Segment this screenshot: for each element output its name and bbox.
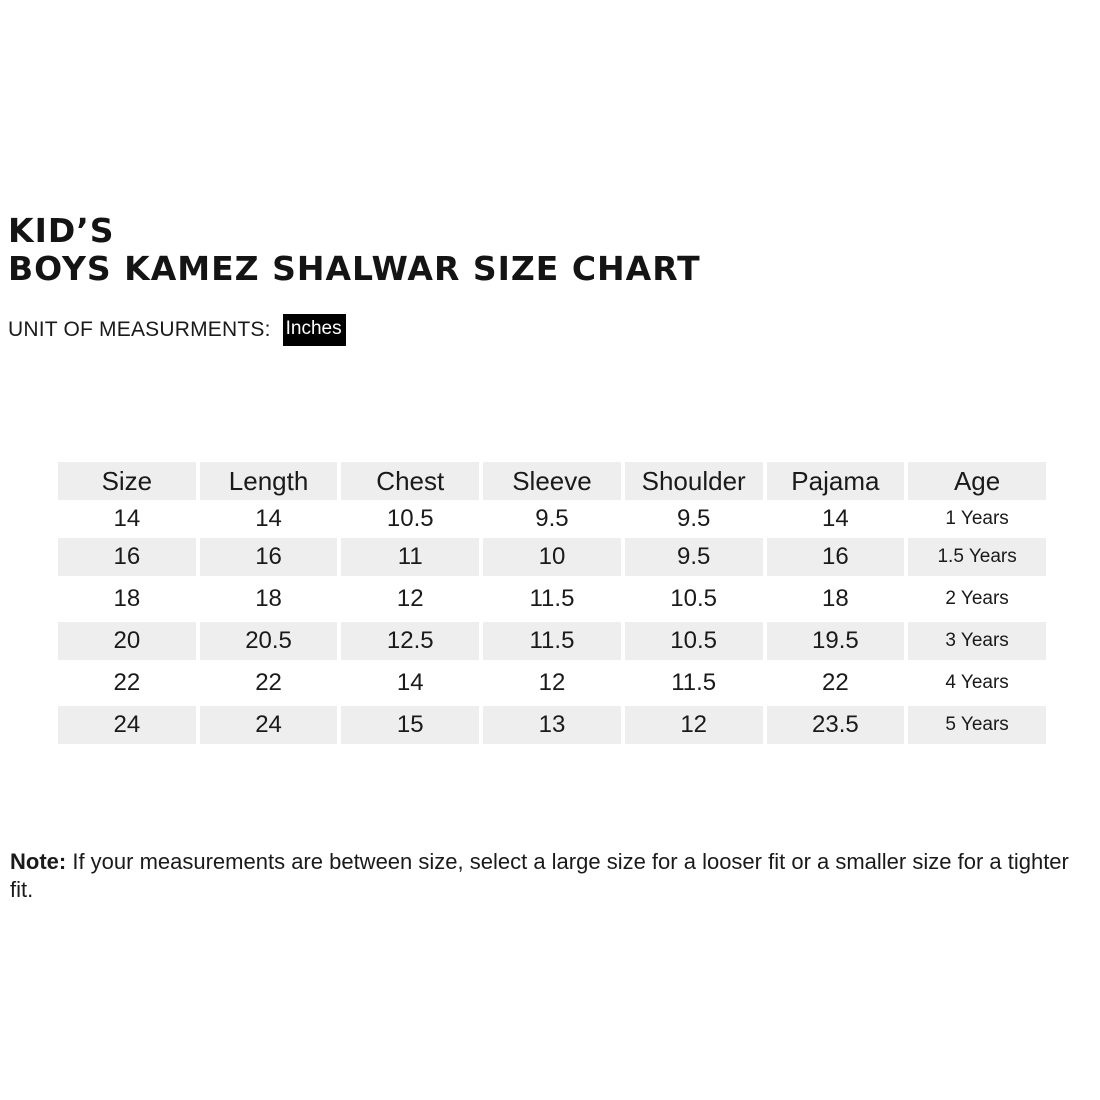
cell-pajama: 22 — [822, 669, 849, 696]
table-header-row — [58, 462, 1046, 500]
header-pajama: Pajama — [767, 462, 905, 500]
cell-length: 18 — [255, 585, 282, 612]
cell-age: 4 Years — [945, 672, 1009, 693]
cell-chest: 14 — [396, 669, 424, 696]
cell-size: 18 — [113, 585, 141, 612]
cell-size: 14 — [113, 505, 141, 532]
cell-shoulder: 9.5 — [676, 505, 711, 532]
header-sleeve: Sleeve — [483, 462, 621, 500]
table-row — [58, 500, 1046, 538]
cell-length: 16 — [200, 538, 338, 576]
table-row — [58, 576, 1046, 622]
cell-chest: 12 — [396, 585, 424, 612]
cell-sleeve: 10 — [483, 538, 621, 576]
cell-sleeve: 11.5 — [483, 622, 621, 660]
table-row — [58, 706, 1046, 744]
size-chart-table — [54, 462, 1050, 744]
cell-age: 1 Years — [945, 508, 1009, 529]
cell-age: 3 Years — [908, 622, 1046, 660]
cell-pajama: 18 — [822, 585, 849, 612]
cell-pajama: 16 — [767, 538, 905, 576]
note-label: Note: — [10, 849, 67, 874]
fit-note — [10, 848, 1095, 904]
cell-size: 20 — [58, 622, 196, 660]
cell-chest: 12.5 — [341, 622, 479, 660]
cell-pajama: 23.5 — [767, 706, 905, 744]
note-text: If your measurements are between size, select a large size for a looser fit or a smaller size for a tighter fit. — [10, 849, 1069, 902]
header-length: Length — [200, 462, 338, 500]
table-row — [58, 622, 1046, 660]
cell-sleeve: 11.5 — [529, 585, 575, 612]
cell-shoulder: 12 — [625, 706, 763, 744]
cell-chest: 15 — [341, 706, 479, 744]
cell-shoulder: 10.5 — [625, 622, 763, 660]
cell-pajama: 19.5 — [767, 622, 905, 660]
cell-length: 20.5 — [200, 622, 338, 660]
cell-chest: 11 — [341, 538, 479, 576]
cell-shoulder: 10.5 — [670, 585, 718, 612]
cell-age: 1.5 Years — [908, 538, 1046, 576]
cell-age: 5 Years — [908, 706, 1046, 744]
unit-of-measurement — [8, 314, 346, 346]
table-row — [58, 660, 1046, 706]
cell-pajama: 14 — [822, 505, 849, 532]
page-title: BOYS KAMEZ SHALWAR SIZE CHART — [8, 249, 701, 288]
cell-length: 14 — [255, 505, 282, 532]
cell-shoulder: 11.5 — [671, 669, 717, 696]
cell-length: 24 — [200, 706, 338, 744]
header-shoulder: Shoulder — [625, 462, 763, 500]
cell-sleeve: 12 — [538, 669, 566, 696]
cell-sleeve: 13 — [483, 706, 621, 744]
unit-label: UNIT OF MEASURMENTS: — [8, 318, 271, 341]
cell-length: 22 — [255, 669, 282, 696]
cell-size: 22 — [113, 669, 141, 696]
cell-shoulder: 9.5 — [625, 538, 763, 576]
cell-size: 24 — [58, 706, 196, 744]
header-size: Size — [58, 462, 196, 500]
table-row — [58, 538, 1046, 576]
header-chest: Chest — [341, 462, 479, 500]
header-age: Age — [908, 462, 1046, 500]
cell-sleeve: 9.5 — [535, 505, 569, 532]
cell-size: 16 — [58, 538, 196, 576]
title-line-1: KID’S — [8, 211, 115, 250]
unit-badge: Inches — [283, 314, 346, 346]
cell-chest: 10.5 — [386, 505, 434, 532]
cell-age: 2 Years — [945, 588, 1009, 609]
